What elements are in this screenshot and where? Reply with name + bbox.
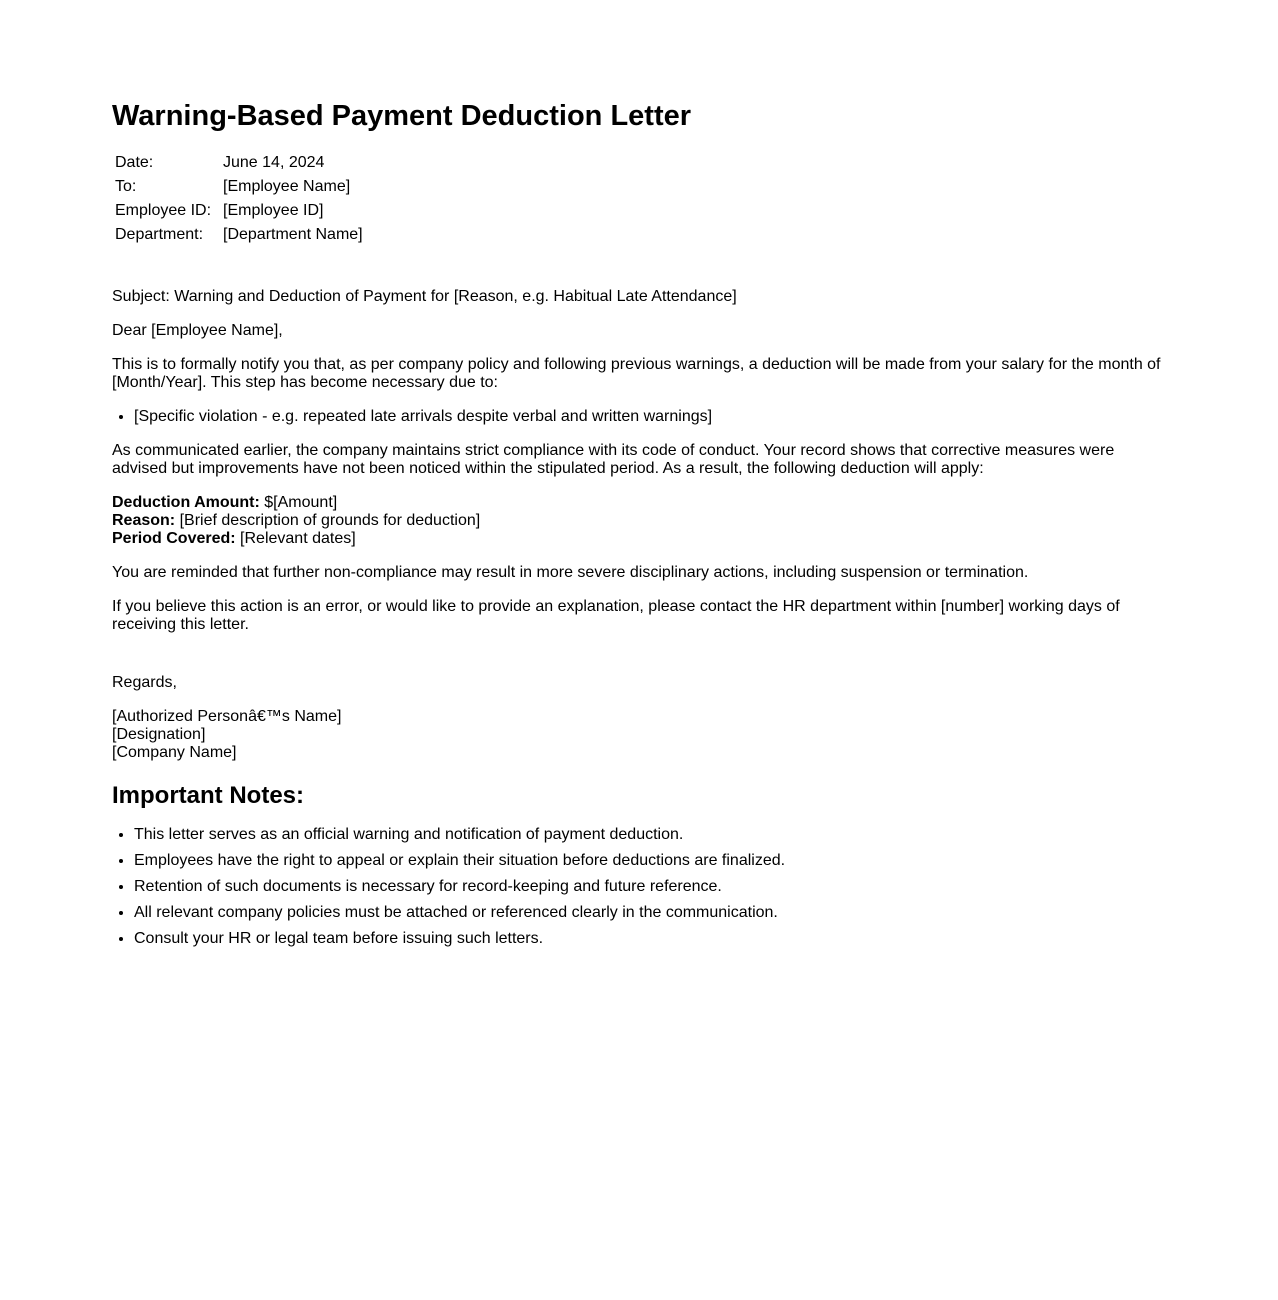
date-value: June 14, 2024 xyxy=(223,154,325,171)
deduction-period-value: [Relevant dates] xyxy=(235,530,356,547)
deduction-reason-label: Reason: xyxy=(112,512,176,529)
letter-meta-table xyxy=(112,150,366,248)
list-item: • Employees have the right to appeal or explain their situation before deductions are finalized. xyxy=(134,852,1166,870)
list-item: • This letter serves as an official warning and notification of payment deduction. xyxy=(134,826,1166,844)
meta-row-date xyxy=(114,152,364,174)
deduction-reason-value: [Brief description of grounds for deduction] xyxy=(175,512,481,529)
deduction-details xyxy=(112,494,1166,548)
letter-salutation: Dear [Employee Name], xyxy=(112,322,283,339)
violations-list xyxy=(112,408,1166,426)
contact-paragraph: If you believe this action is an error, or would like to provide an explanation, please contact the HR department within [number] working days of receiving this letter. xyxy=(112,598,1120,633)
intro-paragraph: This is to formally notify you that, as per company policy and following previous warnings, a deduction will be made from your salary for the month of [Month/Year]. This step has become necessary due to: xyxy=(112,356,1161,391)
meta-row-to xyxy=(114,176,364,198)
signatory-name: [Authorized Personâ€™s Name] xyxy=(112,708,342,725)
employee-id-value: [Employee ID] xyxy=(223,202,324,219)
list-item: • [Specific violation - e.g. repeated late arrivals despite verbal and written warnings] xyxy=(134,408,1166,426)
regards-text: Regards, xyxy=(112,674,177,691)
signature-block xyxy=(112,708,1166,762)
notes-heading: Important Notes: xyxy=(112,782,304,809)
employee-id-label: Employee ID: xyxy=(115,202,212,219)
signatory-company: [Company Name] xyxy=(112,744,237,761)
to-label: To: xyxy=(115,178,137,195)
deduction-period-line xyxy=(112,530,1166,548)
deduction-amount-value: $[Amount] xyxy=(259,494,338,511)
reminder-paragraph: You are reminded that further non-compliance may result in more severe disciplinary actions, including suspension or termination. xyxy=(112,564,1029,581)
deduction-reason-line xyxy=(112,512,1166,530)
meta-row-employee-id xyxy=(114,200,364,222)
date-label: Date: xyxy=(115,154,154,171)
notes-list xyxy=(112,826,1166,948)
to-value: [Employee Name] xyxy=(223,178,351,195)
letter-title: Warning-Based Payment Deduction Letter xyxy=(112,100,692,132)
signatory-designation: [Designation] xyxy=(112,726,206,743)
list-item: • Consult your HR or legal team before issuing such letters. xyxy=(134,930,1166,948)
deduction-amount-line xyxy=(112,494,1166,512)
list-item: • All relevant company policies must be attached or referenced clearly in the communication. xyxy=(134,904,1166,922)
department-label: Department: xyxy=(115,226,204,243)
list-item: • Retention of such documents is necessary for record-keeping and future reference. xyxy=(134,878,1166,896)
meta-row-department xyxy=(114,224,364,246)
department-value: [Department Name] xyxy=(223,226,363,243)
letter-subject: Subject: Warning and Deduction of Payment for [Reason, e.g. Habitual Late Attendance] xyxy=(112,288,737,305)
compliance-paragraph: As communicated earlier, the company maintains strict compliance with its code of conduct. Your record shows that corrective measures were advised but improvements have not been noticed within the stipulated period. As a result, the following deduction will apply: xyxy=(112,442,1115,477)
deduction-period-label: Period Covered: xyxy=(112,530,236,547)
deduction-amount-label: Deduction Amount: xyxy=(112,494,260,511)
